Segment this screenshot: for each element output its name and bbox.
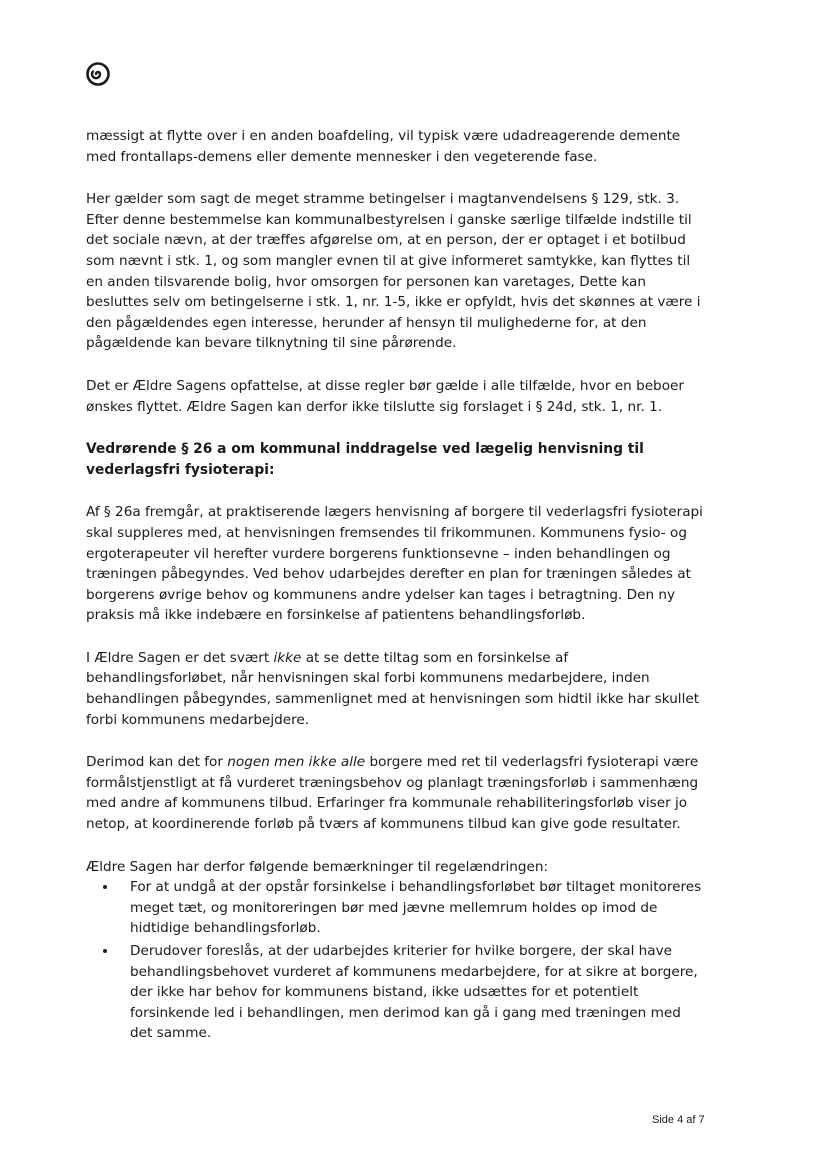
document-body: [86, 126, 706, 1046]
paragraph-6: Derimod kan det for nogen men ikke alle borgere med ret til vederlagsfri fysioterapi være formålstjenstligt at få vurderet træningsbehov og planlagt træningsforløb i sammenhæng med andre af kommunens tilbud. Erfaringer fra kommunale rehabiliteringsforløb viser jo netop, at koordinerende forløb på tværs af kommunens tilbud kan give gode resultater.: [86, 754, 699, 833]
paragraph-5: I Ældre Sagen er det svært ikke at se dette tiltag som en forsinkelse af behandlingsforløbet, når henvisningen skal forbi kommunens medarbejdere, inden behandlingen påbegyndes, sammenlignet med at henvisningen som hidtil ikke har skullet forbi kommunens medarbejdere.: [86, 649, 700, 728]
list-item: • For at undgå at der opstår forsinkelse i behandlingsforløbet bør tiltaget monitoreres meget tæt, og monitoreringen bør med jævne mellemrum holdes op imod de hidtidige behandlingsforløb.: [118, 877, 706, 939]
paragraph-1: mæssigt at flytte over i en anden boafdeling, vil typisk være udadreagerende demente med frontallaps-demens eller demente mennesker i den vegeterende fase.: [86, 128, 681, 165]
spiral-logo-icon: [86, 62, 110, 86]
paragraph-3: Det er Ældre Sagens opfattelse, at disse regler bør gælde i alle tilfælde, hvor en beboer ønskes flyttet. Ældre Sagen kan derfor ikke tilslutte sig forslaget i § 24d, stk. 1, nr. 1.: [86, 377, 684, 415]
remarks-list: [86, 877, 706, 1044]
list-item: • Derudover foreslås, at der udarbejdes kriterier for hvilke borgere, der skal have behandlingsbehovet vurderet af kommunens medarbejdere, for at sikre at borgere, der ikke har behov for kommunens bistand, ikke udsættes for et potentielt forsinkende led i behandlingen, men derimod kan gå i gang med træningen med det samme.: [118, 941, 706, 1044]
section-heading: Vedrørende § 26 a om kommunal inddragelse ved lægelig henvisning til vederlagsfri fysioterapi:: [86, 441, 644, 478]
emphasis-text: ikke: [273, 649, 302, 666]
list-intro: Ældre Sagen har derfor følgende bemærkninger til regelændringen:: [86, 858, 549, 875]
emphasis-text: nogen men ikke alle: [227, 754, 366, 771]
paragraph-2: Her gælder som sagt de meget stramme betingelser i magtanvendelsens § 129, stk. 3. Efter denne bestemmelse kan kommunalbestyrelsen i ganske særlige tilfælde indstille til det sociale nævn, at der træffes afgørelse om, at en person, der er optaget i et botilbud som nævnt i stk. 1, og som mangler evnen til at give informeret samtykke, kan flyttes til en anden tilsvarende bolig, hvor omsorgen for personen kan varetages, Dette kan besluttes selv om betingelserne i stk. 1, nr. 1-5, ikke er opfyldt, hvis det skønnes at være i den pågældendes egen interesse, herunder af hensyn til mulighederne for, at den pågældende kan bevare tilknytning til sine pårørende.: [86, 191, 701, 352]
page-number: Side 4 af 7: [652, 1114, 705, 1126]
paragraph-4: Af § 26a fremgår, at praktiserende lægers henvisning af borgere til vederlagsfri fysioterapi skal suppleres med, at henvisningen fremsendes til frikommunen. Kommunens fysio- og ergoterapeuter vil herefter vurdere borgerens funktionsevne – inden behandlingen og træningen påbegyndes. Ved behov udarbejdes derefter en plan for træningen således at borgerens øvrige behov og kommunens andre ydelser kan tages i betragtning. Den ny praksis må ikke indebære en forsinkelse af patientens behandlingsforløb.: [86, 504, 703, 624]
